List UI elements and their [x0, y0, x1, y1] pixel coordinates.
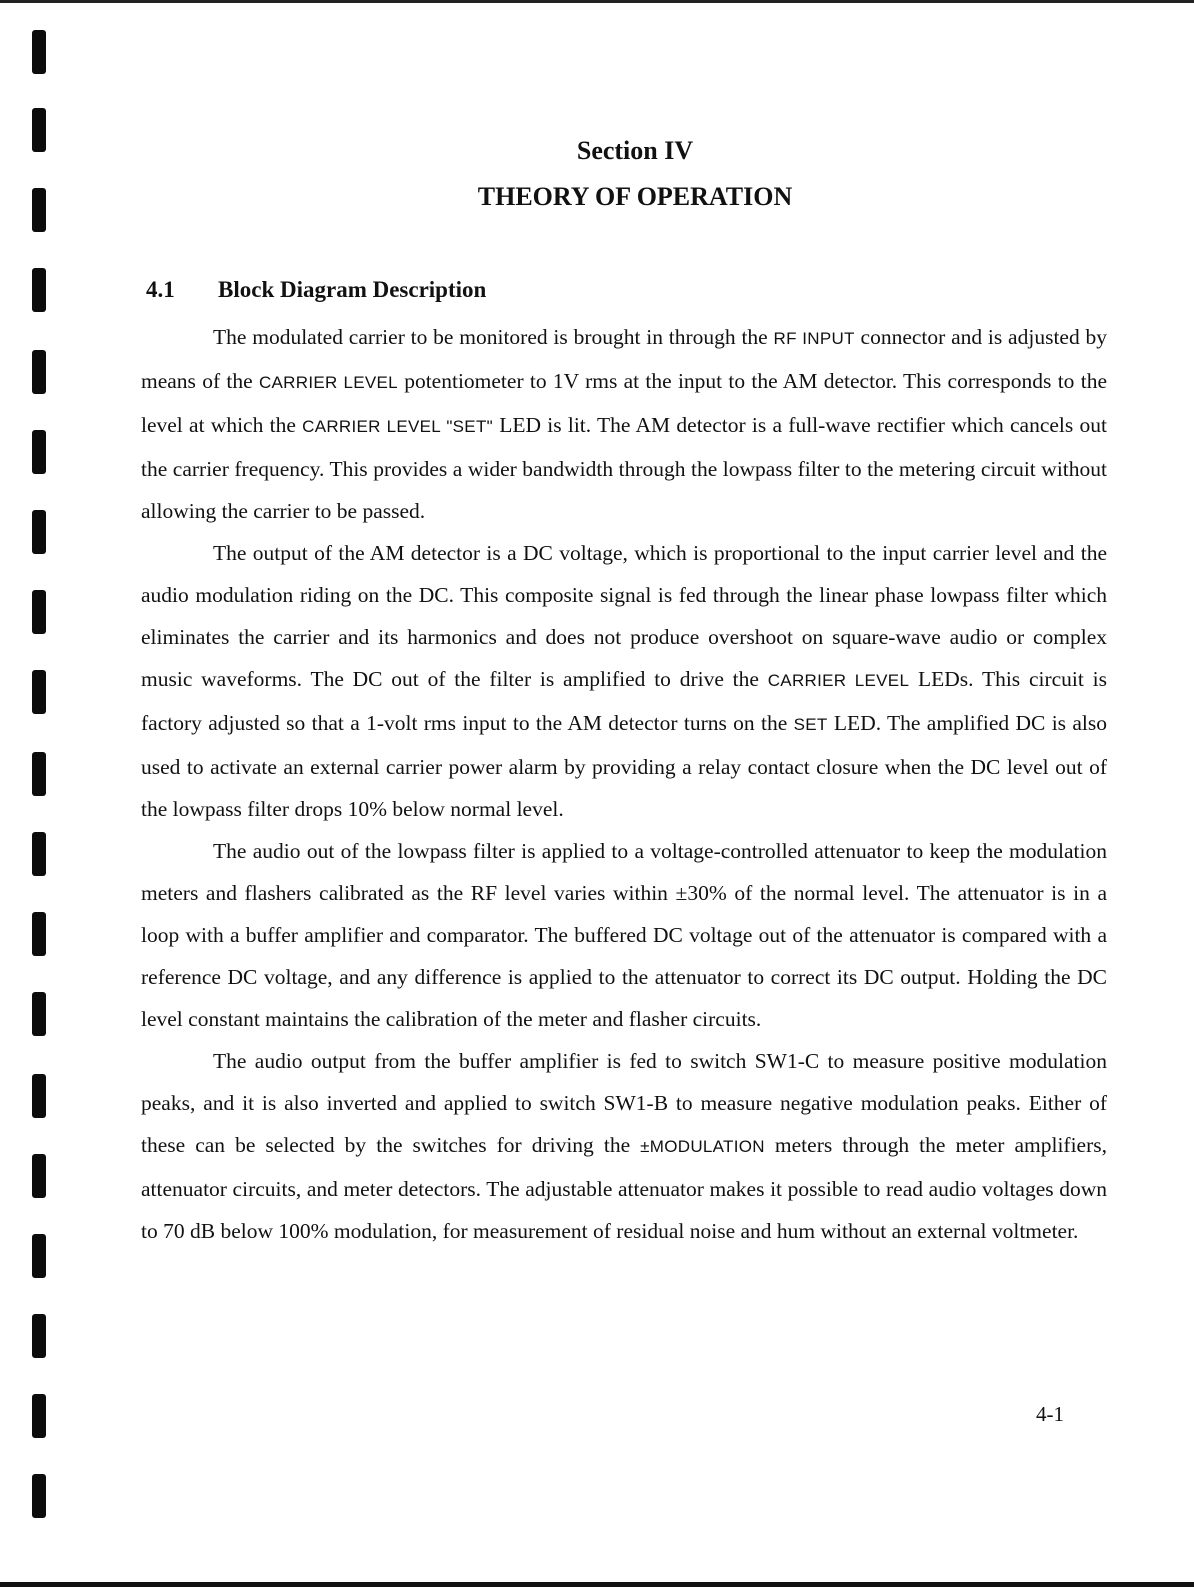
paragraph-text: LED is lit. The AM detector is a full-wave rectifier which cancels out the carrier frequency. This provides a wider bandwidth through the lowpass filter to the metering circuit without allowing the carrier to be passed.: [141, 413, 1107, 523]
binder-hole: [32, 1394, 46, 1438]
paragraph-text: connector and is adjusted by means of the: [141, 325, 1108, 393]
paragraph-text: The audio output from the buffer amplifier is fed to switch SW1-C to measure positive modulation peaks, and it is also inverted and applied to switch SW1-B to measure negative modulation peaks. Either of these can be selected by the switches for driving the: [141, 1049, 1107, 1157]
control-label: CARRIER LEVEL: [258, 373, 398, 392]
paragraph: [141, 1040, 1107, 1252]
binder-hole: [32, 992, 46, 1036]
subsection-number: 4.1: [146, 277, 175, 302]
paragraph-text: LED. The amplified DC is also used to activate an external carrier power alarm by providing a relay contact closure when the DC level out of the lowpass filter drops 10% below normal level.: [141, 711, 1108, 821]
section-title: THEORY OF OPERATION: [477, 182, 793, 211]
control-label: CARRIER LEVEL "SET": [302, 417, 493, 436]
body-text: [141, 316, 1107, 1252]
paragraph-text: LEDs. This circuit is factory adjusted so that a 1-volt rms input to the AM detector turns on the: [141, 667, 1107, 735]
binder-hole: [32, 670, 46, 714]
binder-hole: [32, 590, 46, 634]
paragraph: [141, 830, 1107, 1040]
binder-hole: [32, 350, 46, 394]
top-edge-rule: [0, 0, 1194, 3]
paragraph-text: meters through the meter amplifiers, attenuator circuits, and meter detectors. The adjustable attenuator makes it possible to read audio voltages down to 70 dB below 100% modulation, for measurement of residual noise and hum without an external voltmeter.: [141, 1133, 1107, 1243]
binder-hole: [32, 1474, 46, 1518]
control-label: CARRIER LEVEL: [767, 671, 910, 690]
binder-hole: [32, 832, 46, 876]
control-label: RF INPUT: [773, 329, 855, 348]
binder-hole: [32, 1234, 46, 1278]
section-label: Section IV: [576, 136, 694, 165]
binder-hole: [32, 30, 46, 74]
binder-hole: [32, 1154, 46, 1198]
paragraph: [141, 316, 1107, 532]
paragraph-text: potentiometer to 1V rms at the input to the AM detector. This corresponds to the level at which the: [141, 369, 1107, 437]
control-label: SET: [793, 715, 828, 734]
paragraph-text: The audio out of the lowpass filter is applied to a voltage-controlled attenuator to keep the modulation meters and flashers calibrated as the RF level varies within ±30% of the normal level. The attenuator is in a loop with a buffer amplifier and comparator. The buffered DC voltage out of the attenuator is compared with a reference DC voltage, and any difference is applied to the attenuator to correct its DC output. Holding the DC level constant maintains the calibration of the meter and flasher circuits.: [141, 839, 1107, 1031]
page-number: 4-1: [1036, 1402, 1064, 1426]
control-label: ±MODULATION: [640, 1137, 765, 1156]
paragraph-text: The output of the AM detector is a DC voltage, which is proportional to the input carrier level and the audio modulation riding on the DC. This composite signal is fed through the linear phase lowpass filter which eliminates the carrier and its harmonics and does not produce overshoot on square-wave audio or complex music waveforms. The DC out of the filter is amplified to drive the: [141, 541, 1107, 691]
binder-hole: [32, 752, 46, 796]
binder-hole: [32, 912, 46, 956]
binder-hole: [32, 1314, 46, 1358]
binder-hole: [32, 430, 46, 474]
binder-hole: [32, 510, 46, 554]
bottom-edge-rule: [0, 1582, 1194, 1587]
paragraph: [141, 532, 1107, 830]
paragraph-text: The modulated carrier to be monitored is brought in through the: [213, 325, 774, 349]
binder-hole: [32, 268, 46, 312]
binder-hole: [32, 1074, 46, 1118]
subsection-heading: [146, 277, 486, 303]
subsection-title: Block Diagram Description: [218, 277, 487, 302]
